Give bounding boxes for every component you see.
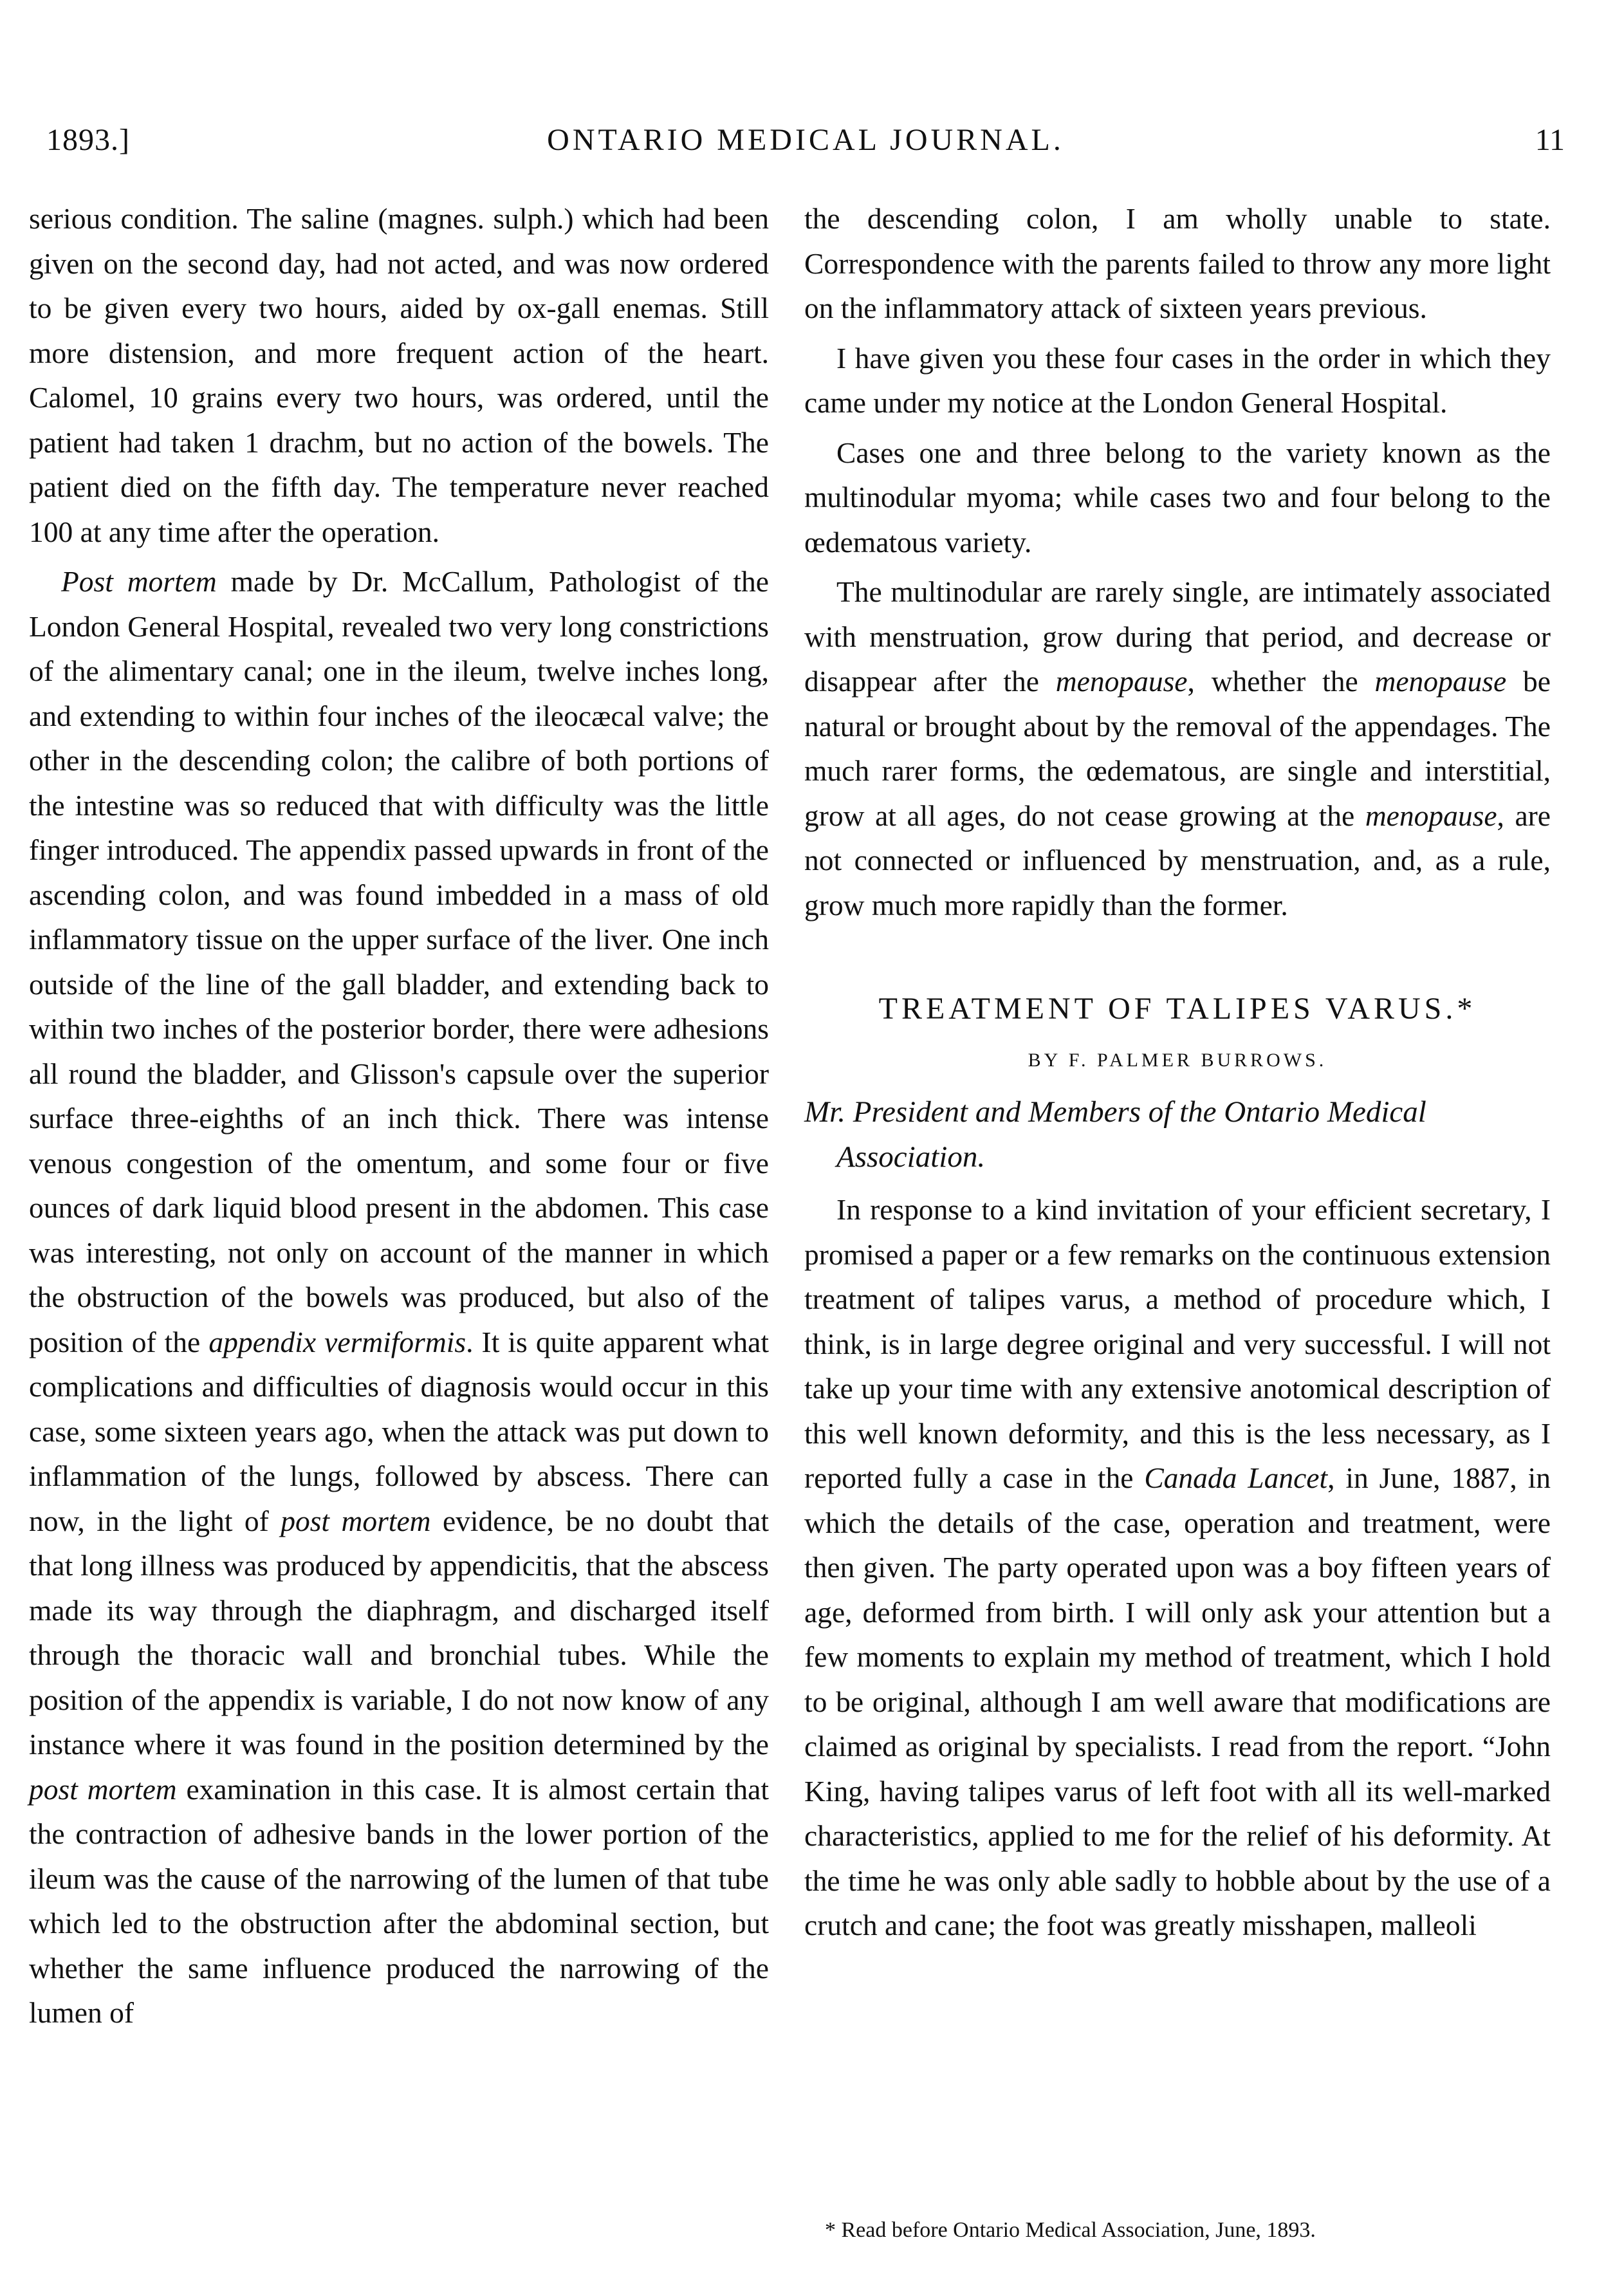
paragraph (804, 570, 1551, 927)
italic-term: menopause (1365, 799, 1497, 832)
italic-term: menopause (1055, 665, 1188, 698)
paragraph (29, 559, 769, 2035)
article-title: TREATMENT OF TALIPES VARUS.* (878, 992, 1477, 1026)
header-year: 1893.] (46, 123, 130, 157)
paragraph: serious condition. The saline (magnes. sulph.) which had been given on the second day, had not acted, and was now ordered to be given every two hours, aided by ox-gall enemas. Still more distension, and more frequent action of the heart. Calomel, 10 grains every two hours, was ordered, until the patient had taken 1 drachm, but no action of the bowels. The patient died on the fifth day. The temperature never reached 100 at any time after the operation. (29, 202, 769, 548)
salutation: Mr. President and Members of the Ontario Medical Association. (804, 1095, 1426, 1174)
text-run: , whether the (1187, 665, 1375, 698)
italic-term: post mortem (281, 1504, 431, 1537)
text-run: In response to a kind invitation of your efficient secretary, I promised a paper or a few remarks on the continuous extension treatment of talipes varus, a method of procedure which, I think, is in large degree original and very successful. I will not take up your time with any extensive anotomical description of this well known deformity, and this is the less necessary, as I reported fully a case in the (804, 1193, 1551, 1494)
text-run: examination in this case. It is almost certain that the contraction of adhesive bands in the lower portion of the ileum was the cause of the narrowing of the lumen of that tube which led to the obstruction after the abdominal section, but whether the same influence produced the narrowing of the lumen of (29, 1772, 769, 2029)
text-run: . It is quite apparent what complications and difficulties of diagnosis would occur in this case, some sixteen years ago, when the attack was put down to inflammation of the lungs, followed by abscess. There can now, in the light of (29, 1325, 769, 1537)
left-column (29, 196, 769, 2035)
footnote: * Read before Ontario Medical Association, June, 1893. (825, 2218, 1316, 2242)
italic-term: appendix vermiformis (208, 1325, 466, 1358)
italic-term: menopause (1374, 665, 1507, 698)
italic-term: Canada Lancet (1144, 1461, 1328, 1494)
right-column (804, 196, 1551, 1948)
text-run: made by Dr. McCallum, Pathologist of the London General Hospital, revealed two very long constrictions of the alimentary canal; one in the ileum, twelve inches long, and extending to within four inches of the ileocæcal valve; the other in the descending colon; the calibre of both portions of the intestine was so reduced that with difficulty was the little finger introduced. The appendix passed upwards in front of the ascending colon, and was found imbedded in a mass of old inflammatory tissue on the upper surface of the liver. One inch outside of the line of the gall bladder, and extending back to within two inches of the posterior border, there were adhesions all round the bladder, and Glisson's capsule over the superior surface three-eighths of an inch thick. There was intense venous congestion of the omentum, and some four or five ounces of dark liquid blood present in the abdomen. This case was interesting, not only on account of the manner in which the obstruction of the bowels was produced, but also of the position of the (29, 565, 769, 1358)
text-run: The multinodular are rarely single, are intimately associated with menstruation, grow during that period, and decrease or disappear after the (804, 575, 1551, 698)
author-byline: BY F. PALMER BURROWS. (1028, 1049, 1327, 1071)
paragraph: Cases one and three belong to the variety known as the multinodular myoma; while cases two and four belong to the œdematous variety. (804, 436, 1551, 559)
italic-term: post mortem (29, 1772, 177, 1806)
page-number: 11 (1535, 123, 1565, 157)
italic-term: Post mortem (61, 565, 217, 598)
paragraph: I have given you these four cases in the order in which they came under my notice at the London General Hospital. (804, 341, 1551, 419)
journal-title: ONTARIO MEDICAL JOURNAL. (547, 123, 1064, 157)
text-run: , are not connected or influenced by menstruation, and, as a rule, grow much more rapidly than the former. (804, 799, 1551, 921)
text-run: evidence, be no doubt that that long illness was produced by appendicitis, that the abscess made its way through the diaphragm, and discharged itself through the thoracic wall and bronchial tubes. While the position of the appendix is variable, I do not now know of any instance where it was found in the position determined by the (29, 1504, 770, 1761)
paragraph (804, 1187, 1551, 1948)
running-header (46, 122, 1565, 167)
text-run: be natural or brought about by the removal of the appendages. The much rarer forms, the œdematous, are single and interstitial, grow at all ages, do not cease growing at the (804, 665, 1551, 832)
text-run: , in June, 1887, in which the details of the case, operation and treatment, were then given. The party operated upon was a boy fifteen years of age, deformed from birth. I will only ask your attention but a few moments to explain my method of treatment, which I hold to be original, although I am well aware that modifications are claimed as original by specialists. I read from the report. “John King, having talipes varus of left foot with all its well-marked characteristics, applied to me for the relief of his deformity. At the time he was only able sadly to hobble about by the use of a crutch and cane; the foot was greatly misshapen, malleoli (804, 1461, 1551, 1941)
paragraph: the descending colon, I am wholly unable to state. Correspondence with the parents failed to throw any more light on the inflammatory attack of sixteen years previous. (804, 202, 1551, 324)
